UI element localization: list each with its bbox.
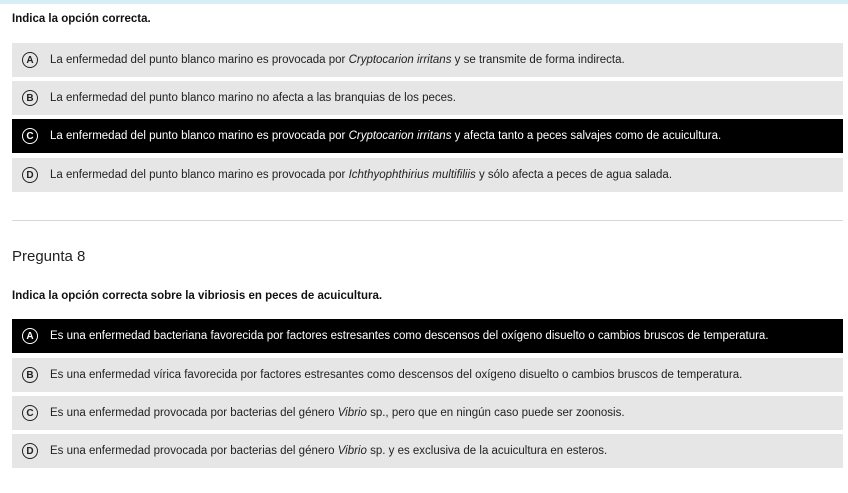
q8-option-b[interactable]: [12, 358, 843, 392]
option-text: La enfermedad del punto blanco marino es provocada por Cryptocarion irritans y afecta tanto a peces salvajes como de acuicultura.: [50, 130, 722, 142]
option-letter-c: C: [22, 405, 38, 421]
option-text: Es una enfermedad bacteriana favorecida por factores estresantes como descensos del oxígeno disuelto o cambios bruscos de temperatura.: [50, 330, 769, 342]
option-letter-a: A: [22, 328, 38, 344]
q7-option-d[interactable]: [12, 158, 843, 192]
question-8-prompt: Indica la opción correcta sobre la vibriosis en peces de acuicultura.: [12, 290, 383, 302]
q7-option-c-selected[interactable]: [12, 119, 843, 153]
q7-option-b[interactable]: [12, 81, 843, 115]
option-letter-b: B: [22, 90, 38, 106]
option-text: Es una enfermedad vírica favorecida por factores estresantes como descensos del oxígeno disuelto o cambios bruscos de temperatura.: [50, 369, 743, 381]
section-divider: [12, 220, 843, 221]
option-letter-c: C: [22, 128, 38, 144]
option-letter-d: D: [22, 443, 38, 459]
option-text: La enfermedad del punto blanco marino no afecta a las branquias de los peces.: [50, 92, 456, 104]
option-text: La enfermedad del punto blanco marino es provocada por Cryptocarion irritans y se transmite de forma indirecta.: [50, 54, 625, 66]
question-7-prompt: Indica la opción correcta.: [12, 13, 151, 25]
q7-option-a[interactable]: [12, 43, 843, 77]
option-letter-d: D: [22, 167, 38, 183]
option-letter-a: A: [22, 52, 38, 68]
option-text: La enfermedad del punto blanco marino es provocada por Ichthyophthirius multifiliis y sólo afecta a peces de agua salada.: [50, 169, 673, 181]
q8-option-d[interactable]: [12, 434, 843, 468]
option-letter-b: B: [22, 367, 38, 383]
question-8-heading: Pregunta 8: [12, 248, 86, 265]
option-text: Es una enfermedad provocada por bacterias del género Vibrio sp., pero que en ningún caso puede ser zoonosis.: [50, 407, 625, 419]
q8-option-a-selected[interactable]: [12, 319, 843, 353]
top-accent-bar: [0, 0, 848, 4]
q8-option-c[interactable]: [12, 396, 843, 430]
option-text: Es una enfermedad provocada por bacterias del género Vibrio sp. y es exclusiva de la acuicultura en esteros.: [50, 445, 608, 457]
